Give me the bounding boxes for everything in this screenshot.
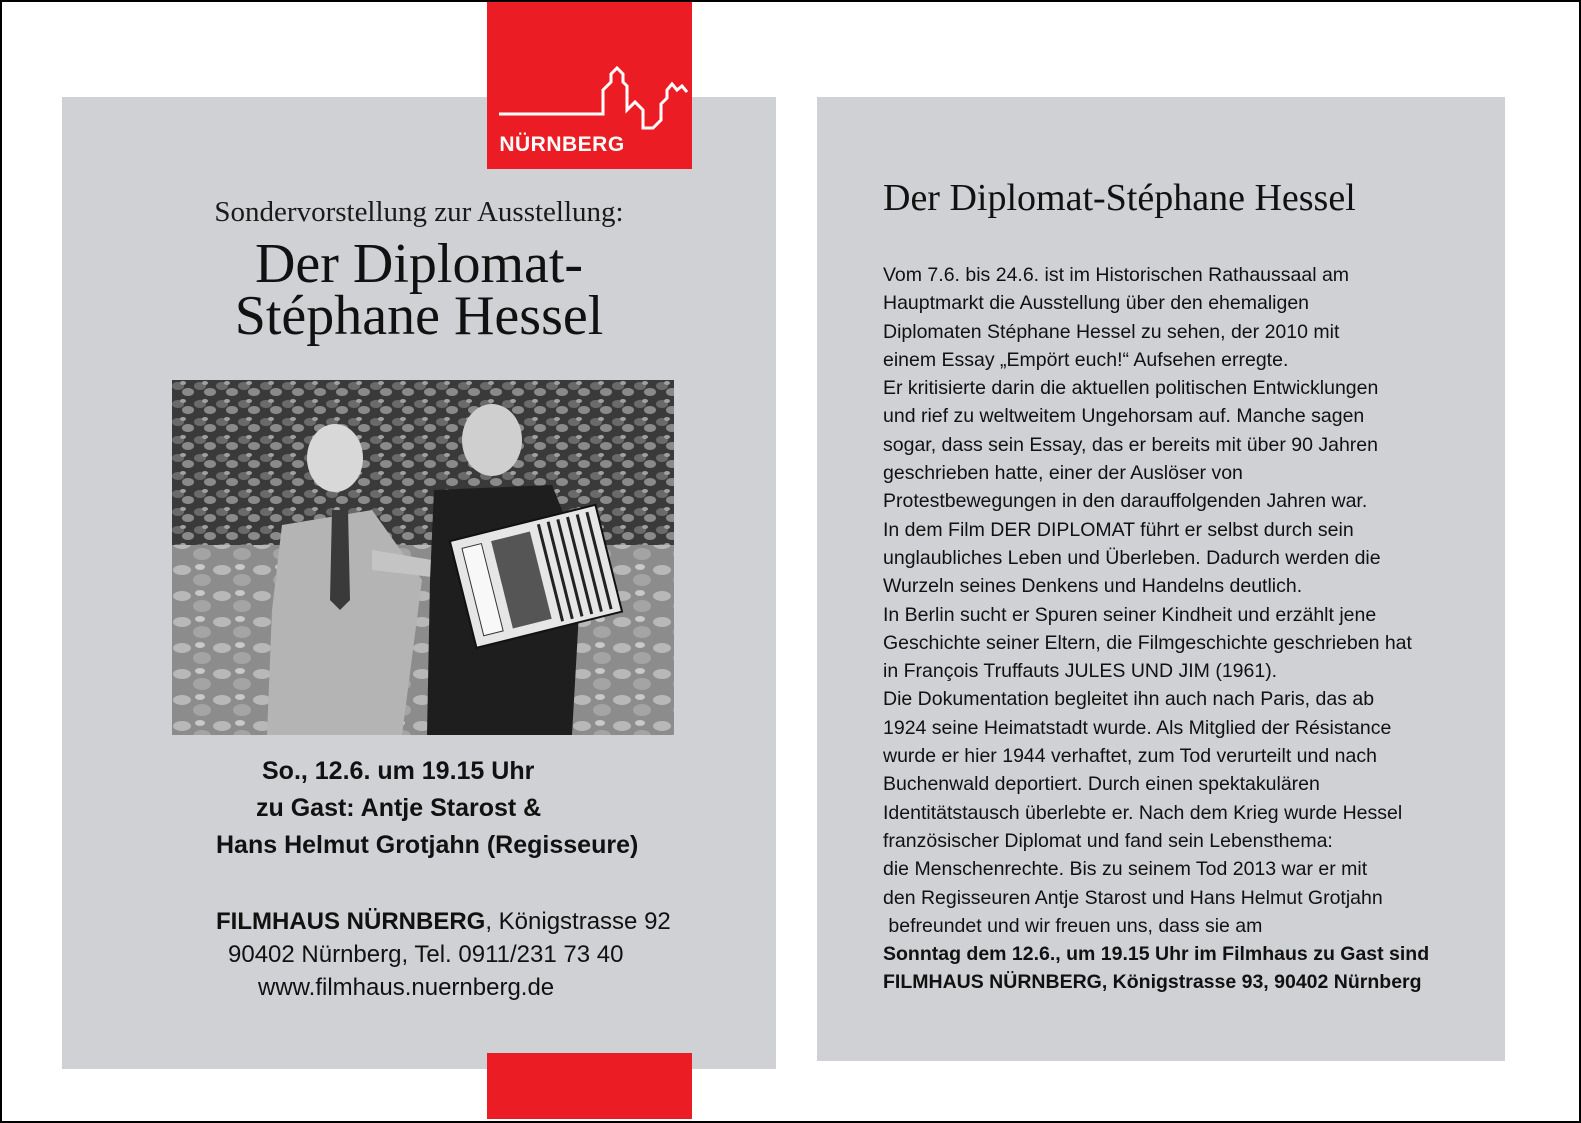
body-line: Buchenwald deportiert. Durch einen spektakulären: [883, 773, 1320, 796]
headline-line-2: Stéphane Hessel: [234, 285, 604, 347]
venue-website: www.filmhaus.nuernberg.de: [258, 974, 555, 1001]
body-line: geschrieben hatte, einer der Auslöser von: [883, 462, 1243, 485]
body-line: In dem Film DER DIPLOMAT führt er selbst durch sein: [883, 518, 1354, 541]
body-line: unglaubliches Leben und Überleben. Dadurch werden die: [883, 546, 1381, 569]
photo-two-men-accordion: [172, 380, 674, 735]
body-bold-line-2: FILMHAUS NÜRNBERG, Königstrasse 93, 90402 Nürnberg: [883, 971, 1422, 994]
body-line: Wurzeln seines Denkens und Handelns deutlich.: [883, 575, 1303, 598]
red-accent-bar: [487, 1053, 692, 1119]
right-body-text: [883, 261, 1483, 997]
body-line: Die Dokumentation begleitet ihn auch nach Paris, das ab: [883, 688, 1375, 711]
body-line: die Menschenrechte. Bis zu seinem Tod 2013 war er mit: [883, 858, 1368, 881]
body-line: Hauptmarkt die Ausstellung über den ehemaligen: [883, 292, 1310, 315]
flyer-subtitle: Sondervorstellung zur Ausstellung:: [214, 196, 624, 228]
body-line: Vom 7.6. bis 24.6. ist im Historischen Rathaussaal am: [883, 264, 1350, 286]
body-line: Diplomaten Stéphane Hessel zu sehen, der 2010 mit: [883, 320, 1340, 343]
body-line: einem Essay „Empört euch!“ Aufsehen erregte.: [883, 348, 1289, 371]
event-guest-names: Hans Helmut Grotjahn (Regisseure): [216, 831, 639, 859]
body-line: Identitätstausch überlebte er. Nach dem Krieg wurde Hessel: [883, 801, 1403, 824]
event-photo: [172, 380, 674, 735]
venue-line-1: [216, 908, 671, 936]
body-line: In Berlin sucht er Spuren seiner Kindheit und erzählt jene: [883, 603, 1377, 626]
body-line: französischer Diplomat und fand sein Lebensthema:: [883, 829, 1333, 852]
body-line: den Regisseuren Antje Starost und Hans Helmut Grotjahn: [883, 886, 1383, 909]
body-line: wurde er hier 1944 verhaftet, zum Tod verurteilt und nach: [883, 745, 1377, 768]
event-date-time: So., 12.6. um 19.15 Uhr: [262, 757, 535, 785]
event-guests: zu Gast: Antje Starost &: [256, 794, 542, 822]
body-line: Er kritisierte darin die aktuellen politischen Entwicklungen: [883, 377, 1379, 400]
body-line: Geschichte seiner Eltern, die Filmgeschichte geschrieben hat: [883, 631, 1412, 654]
right-title: Der Diplomat-Stéphane Hessel: [883, 177, 1356, 219]
venue-name: FILMHAUS NÜRNBERG: [216, 908, 486, 935]
body-line: in François Truffauts JULES UND JIM (1961).: [883, 660, 1278, 683]
body-line: und rief zu weltweitem Ungehorsam auf. Manche sagen: [883, 405, 1365, 428]
body-line: Protestbewegungen in den darauffolgenden Jahren war.: [883, 490, 1368, 513]
nuernberg-logo: [487, 2, 692, 169]
venue-phone: 90402 Nürnberg, Tel. 0911/231 73 40: [228, 941, 624, 968]
body-line: befreundet und wir freuen uns, dass sie am: [883, 914, 1263, 937]
logo-wordmark: NÜRNBERG: [499, 133, 625, 156]
body-line: sogar, dass sein Essay, das er bereits mit über 90 Jahren: [883, 433, 1378, 456]
body-line: 1924 seine Heimatstadt wurde. Als Mitglied der Résistance: [883, 716, 1392, 739]
flyer-headline: [62, 233, 776, 347]
venue-street: , Königstrasse 92: [485, 908, 671, 935]
headline-line-1: Der Diplomat-: [254, 233, 584, 295]
body-bold-line-1: Sonntag dem 12.6., um 19.15 Uhr im Filmhaus zu Gast sind: [883, 943, 1430, 966]
